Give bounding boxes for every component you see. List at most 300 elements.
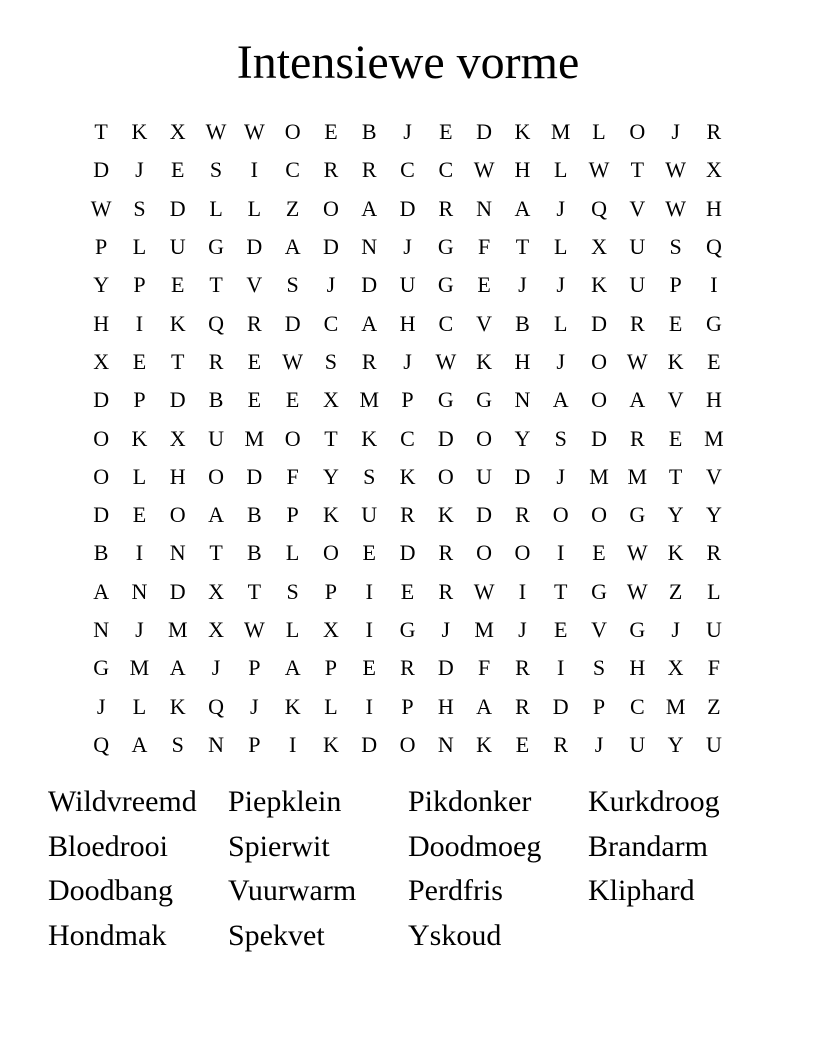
grid-letter: T	[515, 234, 530, 260]
grid-letter: D	[437, 655, 454, 681]
grid-letter: D	[399, 540, 416, 566]
grid-letter: C	[400, 157, 415, 183]
grid-letter: D	[93, 502, 110, 528]
grid-letter: L	[132, 234, 147, 260]
grid-letter: J	[441, 617, 451, 642]
grid-letter: O	[93, 463, 110, 489]
grid-letter: V	[246, 272, 263, 298]
grid-letter: J	[403, 348, 412, 374]
grid-letter: K	[437, 502, 454, 528]
grid-letter: E	[247, 387, 262, 413]
grid-letter: O	[591, 502, 607, 528]
grid-letter: R	[515, 693, 530, 719]
grid-letter: A	[552, 387, 569, 413]
grid-letter: J	[403, 234, 412, 260]
grid-letter: N	[93, 617, 110, 642]
word-list-item: Wildvreemd	[48, 785, 197, 818]
word-list-item: Kliphard	[588, 874, 695, 907]
grid-letter: G	[208, 234, 224, 260]
grid-letter: D	[322, 234, 339, 260]
grid-letter: R	[438, 195, 454, 221]
grid-letter: U	[629, 731, 646, 757]
grid-letter: D	[169, 578, 186, 604]
grid-letter: F	[707, 655, 721, 681]
grid-letter: U	[399, 272, 416, 298]
grid-letter: K	[399, 463, 416, 489]
grid-letter: L	[707, 578, 721, 604]
grid-letter: N	[437, 731, 454, 757]
grid-letter: J	[671, 119, 680, 145]
grid-letter: R	[400, 502, 415, 528]
grid-letter: Y	[322, 463, 339, 489]
grid-letter: I	[557, 540, 565, 566]
grid-letter: U	[705, 731, 722, 757]
grid-letter: C	[323, 310, 339, 336]
grid-letter: L	[209, 195, 223, 221]
grid-letter: R	[706, 540, 722, 566]
grid-letter: H	[93, 310, 110, 336]
grid-letter: X	[322, 387, 339, 413]
grid-letter: B	[208, 387, 224, 413]
grid-letter: Y	[705, 502, 722, 528]
grid-letter: P	[401, 693, 414, 719]
grid-letter: T	[553, 578, 568, 604]
grid-letter: S	[286, 272, 299, 298]
grid-letter: N	[131, 578, 148, 604]
grid-letter: X	[591, 234, 607, 260]
grid-letter: T	[94, 119, 108, 145]
word-list-item: Piepklein	[228, 785, 342, 818]
grid-letter: H	[514, 348, 531, 374]
grid-letter: K	[514, 119, 531, 145]
grid-letter: O	[476, 425, 493, 451]
grid-letter: O	[629, 119, 646, 145]
grid-letter: G	[591, 578, 607, 604]
grid-letter: F	[286, 463, 299, 489]
grid-letter: L	[553, 310, 568, 336]
grid-letter: D	[246, 463, 263, 489]
grid-letter: J	[556, 272, 565, 298]
grid-letter: J	[96, 693, 106, 719]
grid-letter: R	[515, 655, 530, 681]
grid-letter: O	[591, 387, 607, 413]
grid-letter: S	[363, 463, 376, 489]
grid-letter: D	[476, 502, 493, 528]
grid-letter: P	[248, 731, 261, 757]
grid-letter: N	[169, 540, 186, 566]
grid-letter: W	[282, 348, 304, 374]
word-list-item: Doodmoeg	[408, 829, 542, 863]
grid-letter: Y	[667, 502, 684, 528]
grid-letter: P	[248, 655, 261, 681]
grid-letter: J	[250, 693, 259, 719]
grid-letter: L	[592, 119, 606, 145]
grid-letter: M	[474, 617, 494, 642]
grid-letter: J	[403, 119, 412, 145]
grid-letter: A	[131, 731, 148, 757]
grid-letter: E	[707, 348, 721, 374]
grid-letter: J	[594, 731, 604, 757]
grid-letter: U	[169, 234, 186, 260]
grid-letter: P	[286, 502, 299, 528]
grid-letter: R	[323, 157, 339, 183]
grid-letter: S	[209, 157, 223, 183]
grid-letter: B	[515, 310, 530, 336]
grid-letter: A	[476, 693, 493, 719]
grid-letter: N	[361, 234, 378, 260]
grid-letter: G	[437, 272, 454, 298]
grid-letter: K	[591, 272, 607, 298]
grid-letter: Q	[93, 731, 110, 757]
grid-letter: M	[627, 463, 648, 489]
grid-letter: E	[285, 387, 300, 413]
grid-letter: Q	[705, 234, 722, 260]
grid-letter: R	[361, 348, 377, 374]
grid-letter: F	[477, 234, 491, 260]
grid-letter: R	[515, 502, 530, 528]
grid-letter: R	[706, 119, 722, 145]
grid-letter: M	[704, 425, 724, 451]
grid-letter: J	[518, 617, 527, 642]
grid-letter: Z	[707, 693, 721, 719]
grid-letter: D	[93, 157, 110, 183]
grid-letter: M	[589, 463, 609, 489]
grid-letter: C	[400, 425, 415, 451]
grid-letter: G	[629, 617, 646, 642]
grid-letter: G	[437, 387, 454, 413]
grid-letter: I	[557, 655, 565, 681]
grid-letter: H	[629, 655, 646, 681]
grid-letter: G	[629, 502, 646, 528]
grid-letter: O	[437, 463, 454, 489]
grid-letter: B	[246, 540, 262, 566]
word-search-grid	[82, 113, 733, 764]
grid-letter: K	[131, 425, 148, 451]
grid-letter: E	[171, 157, 185, 183]
grid-letter: E	[362, 655, 376, 681]
grid-letter: W	[665, 195, 686, 221]
grid-letter: O	[399, 731, 416, 757]
grid-letter: W	[243, 617, 265, 642]
grid-letter: J	[326, 272, 336, 298]
grid-letter: A	[514, 195, 531, 221]
grid-letter: J	[135, 157, 144, 183]
grid-letter: U	[476, 463, 493, 489]
grid-letter: E	[592, 540, 606, 566]
grid-letter: Q	[591, 195, 607, 221]
grid-letter: S	[286, 578, 299, 604]
grid-letter: E	[553, 617, 568, 642]
grid-letter: R	[629, 425, 645, 451]
grid-letter: O	[476, 540, 493, 566]
grid-letter: P	[95, 234, 108, 260]
grid-letter: X	[322, 617, 339, 642]
grid-letter: G	[399, 617, 416, 642]
grid-letter: E	[668, 310, 683, 336]
grid-letter: O	[514, 540, 531, 566]
grid-letter: I	[365, 693, 373, 719]
grid-letter: K	[476, 731, 493, 757]
grid-letter: T	[209, 540, 223, 566]
grid-letter: P	[401, 387, 414, 413]
grid-letter: W	[473, 157, 495, 183]
word-list-item: Brandarm	[588, 829, 708, 863]
grid-letter: D	[552, 693, 569, 719]
grid-letter: D	[514, 463, 531, 489]
grid-letter: X	[169, 119, 186, 145]
grid-letter: D	[476, 119, 493, 145]
grid-letter: D	[591, 310, 607, 336]
grid-letter: S	[669, 234, 682, 260]
grid-letter: A	[629, 387, 646, 413]
grid-letter: X	[208, 578, 224, 604]
grid-letter: W	[626, 348, 648, 374]
grid-letter: W	[243, 119, 265, 145]
grid-letter: M	[244, 425, 265, 451]
grid-letter: S	[554, 425, 567, 451]
grid-letter: W	[473, 578, 495, 604]
grid-letter: A	[284, 655, 301, 681]
grid-letter: A	[208, 502, 224, 528]
grid-letter: W	[205, 119, 227, 145]
word-list-item: Hondmak	[48, 918, 167, 952]
grid-letter: P	[324, 655, 338, 681]
grid-letter: T	[247, 578, 262, 604]
grid-letter: R	[553, 731, 569, 757]
grid-letter: J	[556, 195, 565, 221]
grid-letter: N	[208, 731, 224, 757]
grid-letter: J	[135, 617, 144, 642]
grid-letter: E	[171, 272, 185, 298]
grid-letter: K	[667, 540, 684, 566]
grid-letter: I	[710, 272, 718, 298]
grid-letter: I	[365, 578, 373, 604]
grid-letter: X	[169, 425, 186, 451]
grid-letter: J	[671, 617, 680, 642]
grid-letter: P	[324, 578, 338, 604]
grid-letter: A	[361, 310, 378, 336]
word-list-item: Bloedrooi	[48, 829, 168, 863]
grid-letter: G	[93, 655, 110, 681]
grid-letter: I	[135, 540, 144, 566]
page-title: Intensiewe vorme	[236, 36, 580, 89]
grid-letter: W	[435, 348, 457, 374]
word-list-item: Doodbang	[48, 874, 173, 907]
grid-letter: K	[361, 425, 378, 451]
grid-letter: R	[208, 348, 224, 374]
word-list	[48, 780, 768, 958]
grid-letter: S	[592, 655, 606, 681]
grid-letter: D	[246, 234, 263, 260]
grid-letter: Y	[93, 272, 110, 298]
grid-letter: K	[169, 693, 186, 719]
grid-letter: I	[365, 617, 373, 642]
grid-letter: T	[668, 463, 683, 489]
grid-letter: B	[361, 119, 377, 145]
grid-letter: Q	[208, 693, 224, 719]
grid-letter: B	[93, 540, 109, 566]
grid-letter: V	[705, 463, 722, 489]
grid-letter: R	[400, 655, 415, 681]
grid-letter: Z	[285, 195, 300, 221]
grid-letter: I	[288, 731, 297, 757]
grid-letter: U	[705, 617, 722, 642]
grid-letter: Y	[514, 425, 531, 451]
grid-letter: D	[361, 272, 378, 298]
grid-letter: J	[211, 655, 221, 681]
grid-letter: U	[629, 234, 646, 260]
grid-letter: H	[705, 387, 722, 413]
grid-letter: H	[514, 157, 531, 183]
grid-letter: T	[630, 157, 645, 183]
grid-letter: M	[129, 655, 150, 681]
grid-letter: X	[93, 348, 110, 374]
grid-letter: E	[132, 348, 147, 374]
grid-letter: K	[169, 310, 186, 336]
grid-letter: V	[591, 617, 607, 642]
grid-letter: P	[133, 272, 146, 298]
grid-letter: E	[247, 348, 262, 374]
grid-letter: J	[556, 348, 565, 374]
grid-letter: U	[361, 502, 378, 528]
grid-letter: Y	[667, 731, 684, 757]
grid-letter: H	[437, 693, 454, 719]
grid-letter: H	[705, 195, 722, 221]
grid-letter: E	[515, 731, 530, 757]
grid-letter: W	[626, 578, 648, 604]
grid-letter: E	[477, 272, 491, 298]
grid-letter: E	[324, 119, 338, 145]
grid-letter: K	[284, 693, 301, 719]
grid-letter: D	[169, 387, 186, 413]
grid-letter: A	[169, 655, 186, 681]
grid-letter: P	[133, 387, 146, 413]
grid-letter: X	[705, 157, 722, 183]
grid-letter: A	[361, 195, 378, 221]
grid-letter: E	[439, 119, 453, 145]
word-list-item: Perdfris	[408, 874, 503, 907]
grid-letter: U	[629, 272, 646, 298]
grid-letter: O	[284, 425, 301, 451]
grid-letter: J	[556, 463, 565, 489]
grid-letter: M	[359, 387, 379, 413]
grid-letter: D	[399, 195, 416, 221]
grid-letter: W	[665, 157, 686, 183]
grid-letter: S	[171, 731, 184, 757]
grid-letter: O	[284, 119, 301, 145]
grid-letter: J	[518, 272, 527, 298]
grid-letter: T	[209, 272, 223, 298]
grid-letter: E	[132, 502, 147, 528]
grid-letter: H	[399, 310, 416, 336]
grid-letter: I	[518, 578, 527, 604]
grid-letter: Z	[668, 578, 683, 604]
grid-letter: V	[476, 310, 493, 336]
grid-letter: E	[668, 425, 683, 451]
grid-letter: G	[705, 310, 722, 336]
grid-letter: R	[438, 578, 454, 604]
grid-letter: Q	[208, 310, 224, 336]
grid-letter: K	[476, 348, 493, 374]
grid-letter: S	[324, 348, 338, 374]
grid-letter: L	[132, 693, 147, 719]
word-list-item: Kurkdroog	[588, 785, 720, 818]
grid-letter: L	[247, 195, 262, 221]
grid-letter: T	[324, 425, 338, 451]
word-list-item: Spekvet	[228, 918, 325, 952]
grid-letter: E	[362, 540, 376, 566]
grid-letter: A	[93, 578, 110, 604]
grid-letter: D	[93, 387, 110, 413]
grid-letter: A	[284, 234, 301, 260]
grid-letter: P	[669, 272, 682, 298]
grid-letter: C	[285, 157, 300, 183]
grid-letter: O	[93, 425, 110, 451]
grid-letter: N	[514, 387, 531, 413]
grid-letter: L	[285, 617, 300, 642]
grid-letter: L	[553, 157, 568, 183]
grid-letter: F	[477, 655, 491, 681]
grid-letter: W	[90, 195, 112, 221]
word-list-item: Yskoud	[408, 918, 502, 952]
grid-letter: R	[246, 310, 262, 336]
grid-letter: M	[550, 119, 571, 145]
grid-letter: B	[246, 502, 262, 528]
grid-letter: P	[592, 693, 606, 719]
grid-letter: E	[400, 578, 415, 604]
grid-letter: R	[629, 310, 645, 336]
grid-letter: S	[133, 195, 146, 221]
grid-letter: H	[169, 463, 186, 489]
grid-letter: W	[588, 157, 610, 183]
grid-letter: O	[169, 502, 186, 528]
grid-letter: C	[438, 157, 454, 183]
grid-letter: T	[171, 348, 185, 374]
grid-letter: N	[476, 195, 493, 221]
grid-letter: L	[285, 540, 300, 566]
grid-letter: O	[552, 502, 569, 528]
grid-letter: R	[361, 157, 377, 183]
grid-letter: D	[284, 310, 301, 336]
grid-letter: D	[437, 425, 454, 451]
grid-letter: L	[553, 234, 568, 260]
word-list-item: Spierwit	[228, 829, 330, 863]
grid-letter: K	[131, 119, 148, 145]
word-list-item: Vuurwarm	[228, 874, 357, 907]
grid-letter: D	[361, 731, 378, 757]
grid-letter: O	[591, 348, 607, 374]
grid-letter: U	[208, 425, 224, 451]
grid-letter: M	[167, 617, 188, 642]
grid-letter: L	[132, 463, 147, 489]
grid-letter: K	[667, 348, 684, 374]
grid-letter: I	[250, 157, 258, 183]
grid-letter: W	[626, 540, 648, 566]
grid-letter: I	[135, 310, 144, 336]
grid-letter: K	[322, 731, 339, 757]
grid-letter: D	[591, 425, 607, 451]
grid-letter: V	[667, 387, 684, 413]
grid-letter: V	[629, 195, 646, 221]
grid-letter: M	[665, 693, 686, 719]
grid-letter: C	[438, 310, 454, 336]
grid-letter: G	[437, 234, 454, 260]
grid-letter: X	[667, 655, 684, 681]
grid-letter: X	[208, 617, 224, 642]
grid-letter: O	[322, 540, 339, 566]
grid-letter: D	[169, 195, 186, 221]
grid-letter: O	[322, 195, 339, 221]
